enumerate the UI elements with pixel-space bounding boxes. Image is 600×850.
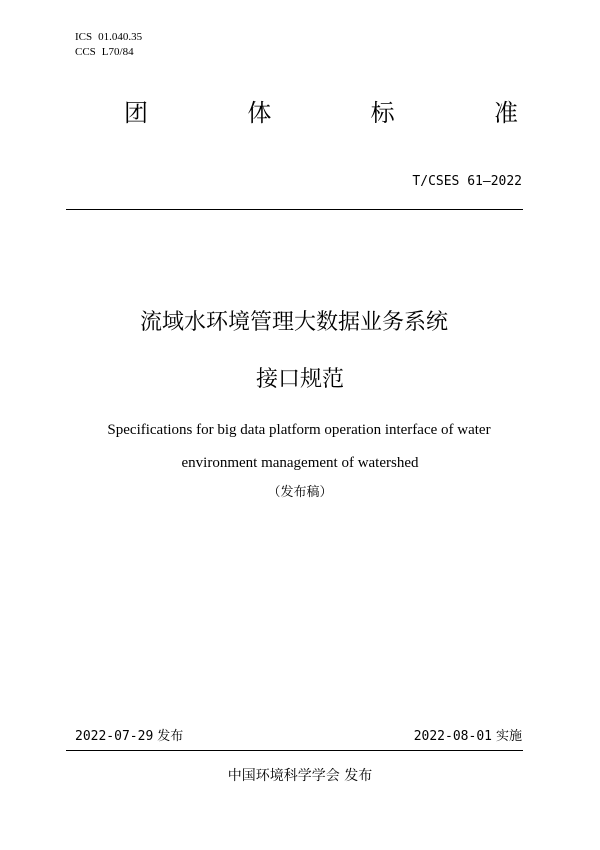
standard-number: T/CSES 61—2022 — [412, 174, 522, 189]
bottom-divider — [66, 750, 523, 751]
english-title-line-1: Specifications for big data platform operation interface of water — [107, 422, 491, 438]
publish-date-block — [75, 729, 183, 745]
draft-status-label: （发布稿） — [267, 485, 333, 500]
chinese-title-line-2: 接口规范 — [255, 367, 344, 392]
implement-date-block — [414, 729, 522, 745]
ics-code-row — [75, 30, 142, 45]
standard-type-char: 标 — [370, 99, 395, 127]
standard-type-heading — [124, 98, 518, 128]
publish-label: 发布 — [157, 729, 184, 744]
ics-code: 01.040.35 — [98, 31, 143, 43]
standard-type-char: 体 — [247, 99, 272, 127]
publish-date: 2022-07-29 — [75, 729, 154, 744]
implement-label: 实施 — [495, 729, 522, 744]
implement-date: 2022-08-01 — [413, 729, 492, 744]
chinese-title-line-1: 流域水环境管理大数据业务系统 — [139, 310, 448, 335]
english-title-line-2: environment management of watershed — [181, 455, 419, 471]
top-divider — [66, 209, 523, 210]
ccs-code: L70/84 — [101, 46, 134, 58]
standard-type-char: 准 — [493, 99, 518, 127]
ccs-label: CCS — [75, 46, 96, 58]
ccs-code-row — [75, 45, 142, 60]
ics-label: ICS — [75, 31, 93, 43]
publisher-line: 中国环境科学学会 发布 — [227, 768, 373, 784]
classification-codes — [75, 30, 142, 60]
standard-type-char: 团 — [124, 99, 148, 127]
